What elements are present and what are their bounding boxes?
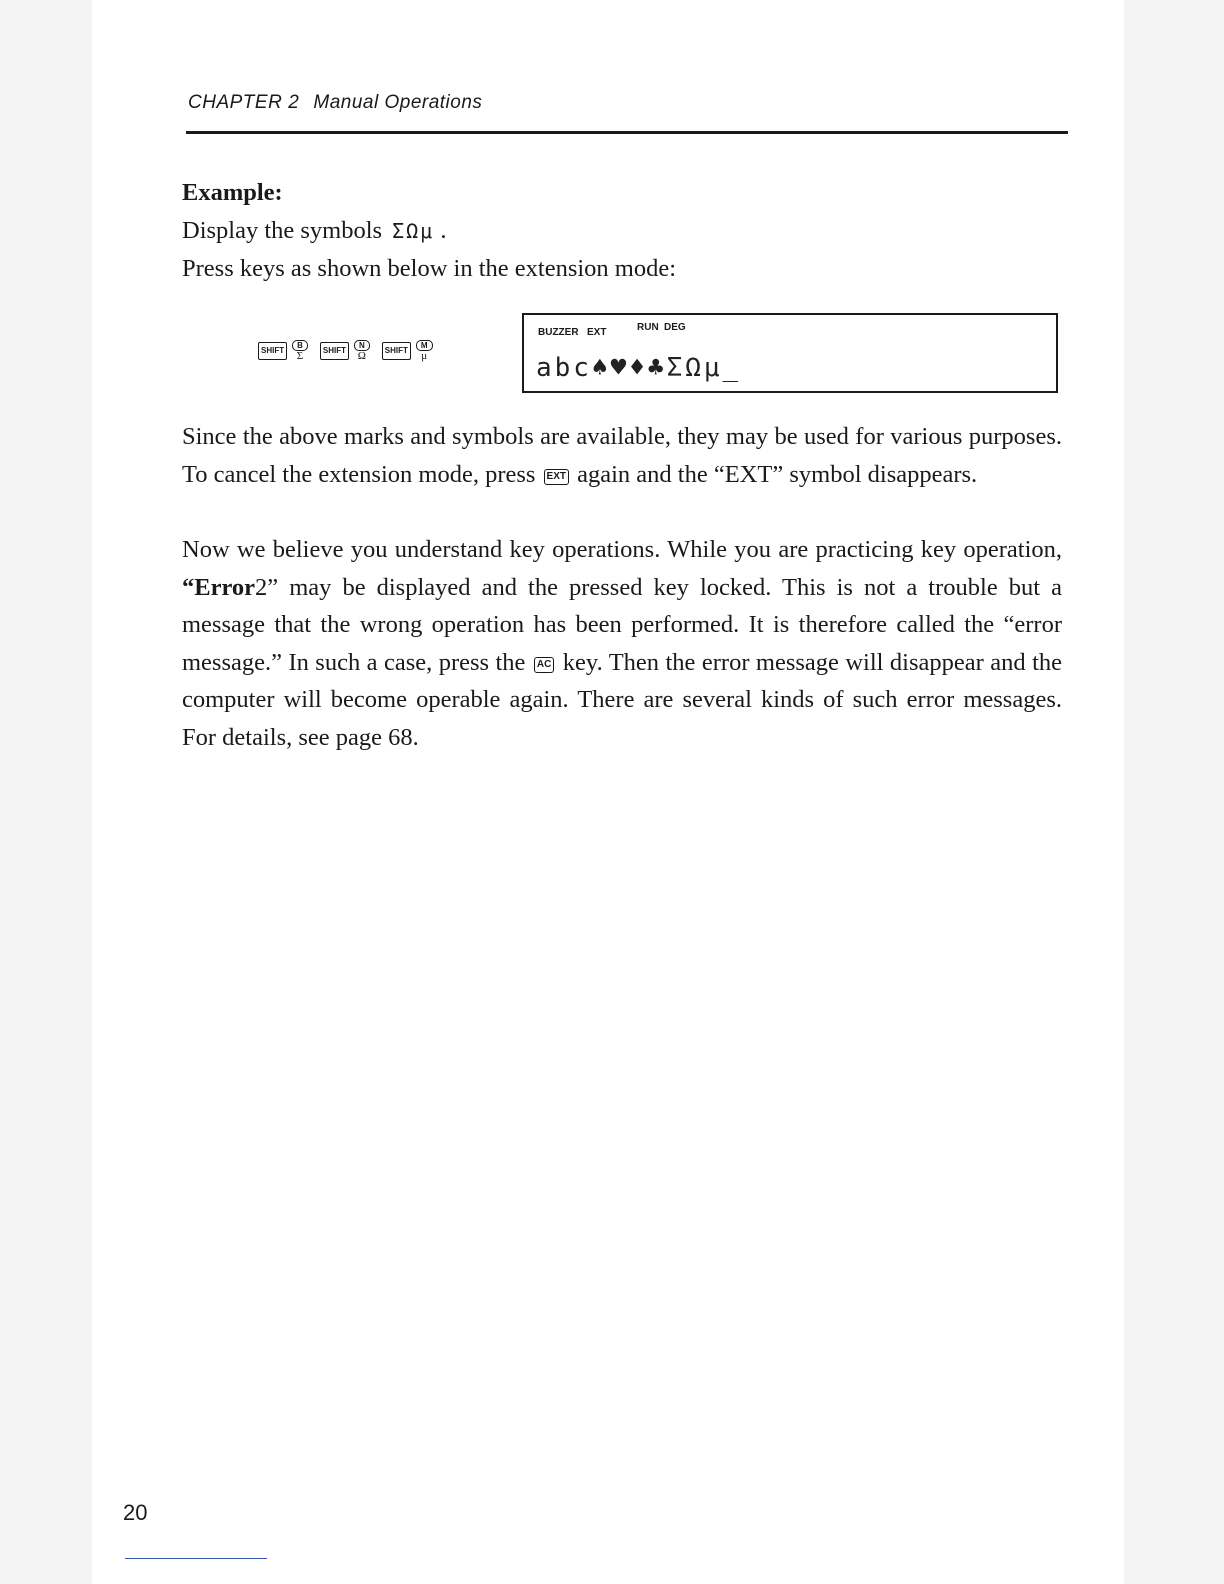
example-label: Example: <box>182 179 283 206</box>
n-omega-key <box>354 340 370 362</box>
chapter-number: 2 <box>288 92 300 113</box>
run-indicator: RUN <box>637 322 659 333</box>
example-line-2: Press keys as shown below in the extension mode: <box>182 255 677 282</box>
m-key-label: M <box>416 340 433 351</box>
lcd-symbols: ΣΩμ <box>392 219 435 243</box>
shift-key-1: SHIFT <box>258 342 287 360</box>
footer-rule <box>125 1558 267 1559</box>
paragraph-2-part-3: key. Then the error message will disappear and the computer will become operable again. There are several kinds of such error messages. For details, see page 68. <box>182 648 1062 751</box>
b-sigma-key <box>292 340 308 362</box>
paragraph-2-part-2: 2” may be displayed and the pressed key locked. This is not a trouble but a message that the wrong operation has been performed. It is therefore called the “error message.” In such a case, press the <box>182 573 1062 676</box>
deg-indicator: DEG <box>664 322 686 333</box>
omega-symbol: Ω <box>357 350 366 362</box>
error-bold-text: “Error <box>182 573 256 601</box>
lcd-display <box>522 313 1058 393</box>
sigma-symbol: Σ <box>296 350 304 362</box>
paragraph-2-part-1: Now we believe you understand key operations. While you are practicing key operation, <box>182 536 1062 563</box>
paragraph-1-part-2: again and the “EXT” symbol disappears. <box>577 460 978 488</box>
shift-key-2: SHIFT <box>320 342 349 360</box>
example-line-1-text: Display the symbols <box>182 217 383 244</box>
example-line-1 <box>182 212 1062 251</box>
example-line-1-end: . <box>440 217 447 244</box>
ac-key-icon: AC <box>534 657 554 673</box>
ext-key-icon: EXT <box>544 469 569 485</box>
ext-indicator: EXT <box>587 327 607 338</box>
header-rule <box>186 131 1068 134</box>
shift-key-3: SHIFT <box>382 342 411 360</box>
chapter-label: CHAPTER <box>188 92 283 113</box>
mu-symbol: μ <box>421 350 428 362</box>
paragraph-1-part-1: Since the above marks and symbols are available, they may be used for various purposes. To cancel the extension mode, press <box>182 423 1062 488</box>
chapter-title: Manual Operations <box>313 92 483 113</box>
page-number: 20 <box>123 1500 148 1525</box>
b-key-label: B <box>292 340 308 351</box>
buzzer-indicator: BUZZER <box>538 327 579 338</box>
key-sequence <box>258 340 441 362</box>
running-head <box>188 92 482 114</box>
n-key-label: N <box>354 340 370 351</box>
paragraph-error-message <box>182 531 1062 756</box>
m-mu-key <box>416 340 433 362</box>
lcd-readout: abc♠♥♦♣ΣΩμ_ <box>536 353 742 383</box>
paragraph-extension-cancel <box>182 418 1062 493</box>
